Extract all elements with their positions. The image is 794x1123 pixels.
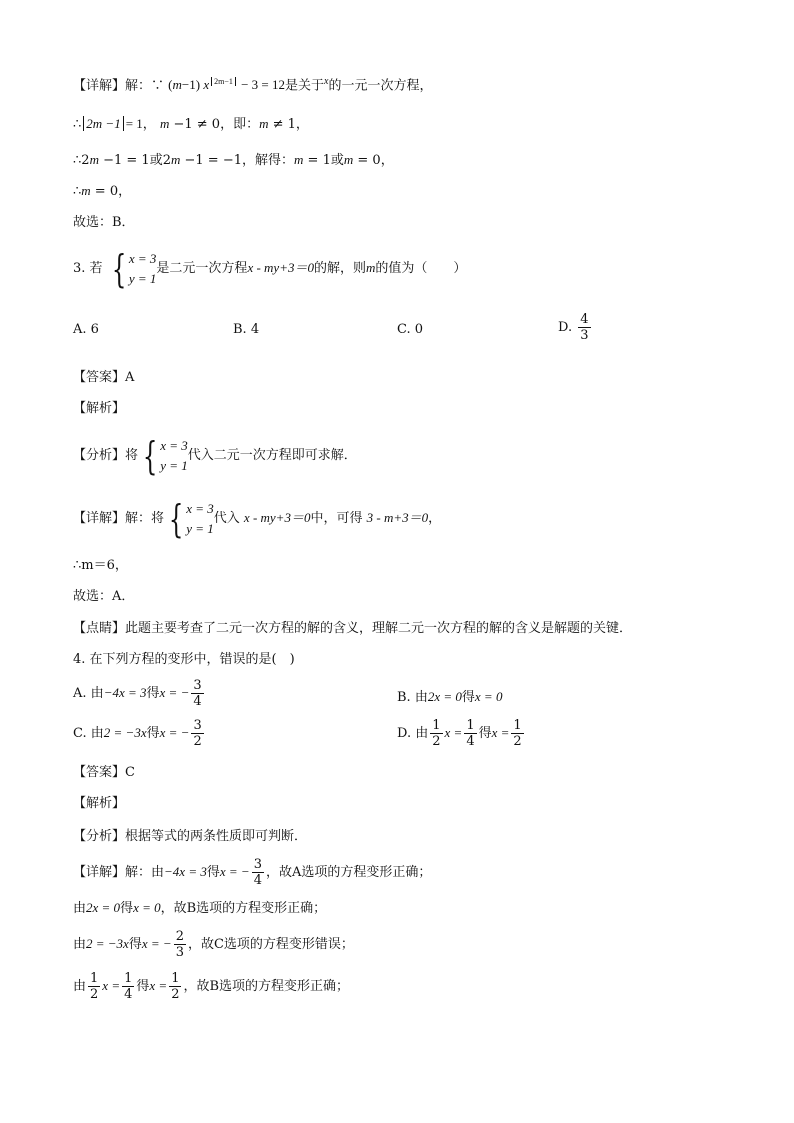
q4-option-c: C. 由2 = −3x得x = − $\frac{3}{2}$ bbox=[73, 718, 202, 749]
question-4-stem: 4. 在下列方程的变形中，错误的是( ) bbox=[73, 652, 295, 667]
q4-xiangjie-1: 【详解】解：由−4x = 3得x = − $\frac{3}{4}$ ，故A选项的方程变形正确； bbox=[73, 857, 432, 888]
q3-answer: 【答案】A bbox=[73, 370, 135, 385]
detail-line-4: ∴m = 0， bbox=[73, 183, 132, 199]
q4-xiangjie-2: 由2x = 0得x = 0，故B选项的方程变形正确； bbox=[73, 900, 327, 916]
q4-option-a: A. 由−4x = 3得x = − $\frac{3}{4}$ bbox=[73, 678, 202, 709]
q4-option-d: D. 由 $\frac{1}{2}$ x = $\frac{1}{4}$ 得x = $\frac{1}{2}$ bbox=[397, 718, 522, 749]
question-3-stem: 3. 若 { x = 3 y = 1 是二元一次方程x - my+3＝0的解，则m的值为（ ） bbox=[73, 246, 467, 291]
option-b: B. 4 bbox=[233, 322, 260, 337]
q4-answer: 【答案】C bbox=[73, 765, 135, 780]
q4-xiangjie-3: 由2 = −3x得x = − $\frac{2}{3}$ ，故C选项的方程变形错误； bbox=[73, 929, 354, 960]
detail-line-5: 故选：B． bbox=[73, 215, 135, 230]
detail-line-2: ∴ 2m −1 = 1， m −1 ≠ 0，即：m ≠ 1， bbox=[73, 116, 309, 132]
q3-fenxi: 【分析】将 { x = 3 y = 1 代入二元一次方程即可求解． bbox=[73, 433, 357, 478]
q3-dianjing: 【点睛】此题主要考查了二元一次方程的解的含义，理解二元一次方程的解的含义是解题的关键． bbox=[73, 621, 633, 636]
option-c: C. 0 bbox=[397, 322, 424, 337]
detail-tag: 【详解】 bbox=[73, 78, 126, 94]
equation-system: { x = 3 y = 1 bbox=[111, 246, 157, 291]
q4-fenxi: 【分析】根据等式的两条性质即可判断． bbox=[73, 829, 308, 844]
q4-xiangjie-4: 由 $\frac{1}{2}$ x = $\frac{1}{4}$ 得x = $\frac{1}{2}$ ，故B选项的方程变形正确； bbox=[73, 971, 350, 1002]
q3-choose: 故选：A． bbox=[73, 589, 135, 604]
option-a: A. 6 bbox=[73, 322, 99, 337]
q3-analysis: 【解析】 bbox=[73, 401, 126, 416]
q4-analysis: 【解析】 bbox=[73, 796, 126, 811]
abs-exponent: 2m−1 bbox=[209, 77, 238, 86]
q3-result: ∴m＝6， bbox=[73, 558, 128, 573]
q4-option-b: B. 由2x = 0得x = 0 bbox=[397, 689, 503, 705]
option-d: D. $\frac{4}{3}$ bbox=[558, 312, 589, 343]
detail-line-1: 【详解】解：∵ (m−1) x $^{2m-1}$ − 3 = 12是关于$^x$的一元一次方程， bbox=[73, 76, 433, 94]
q3-xiangjie: 【详解】解：将 { x = 3 y = 1 代入 x - my+3＝0中，可得 3 - m+3＝0， bbox=[73, 496, 442, 541]
detail-line-3: ∴2m −1 = 1或2m −1 = −1，解得：m = 1或m = 0， bbox=[73, 152, 394, 168]
